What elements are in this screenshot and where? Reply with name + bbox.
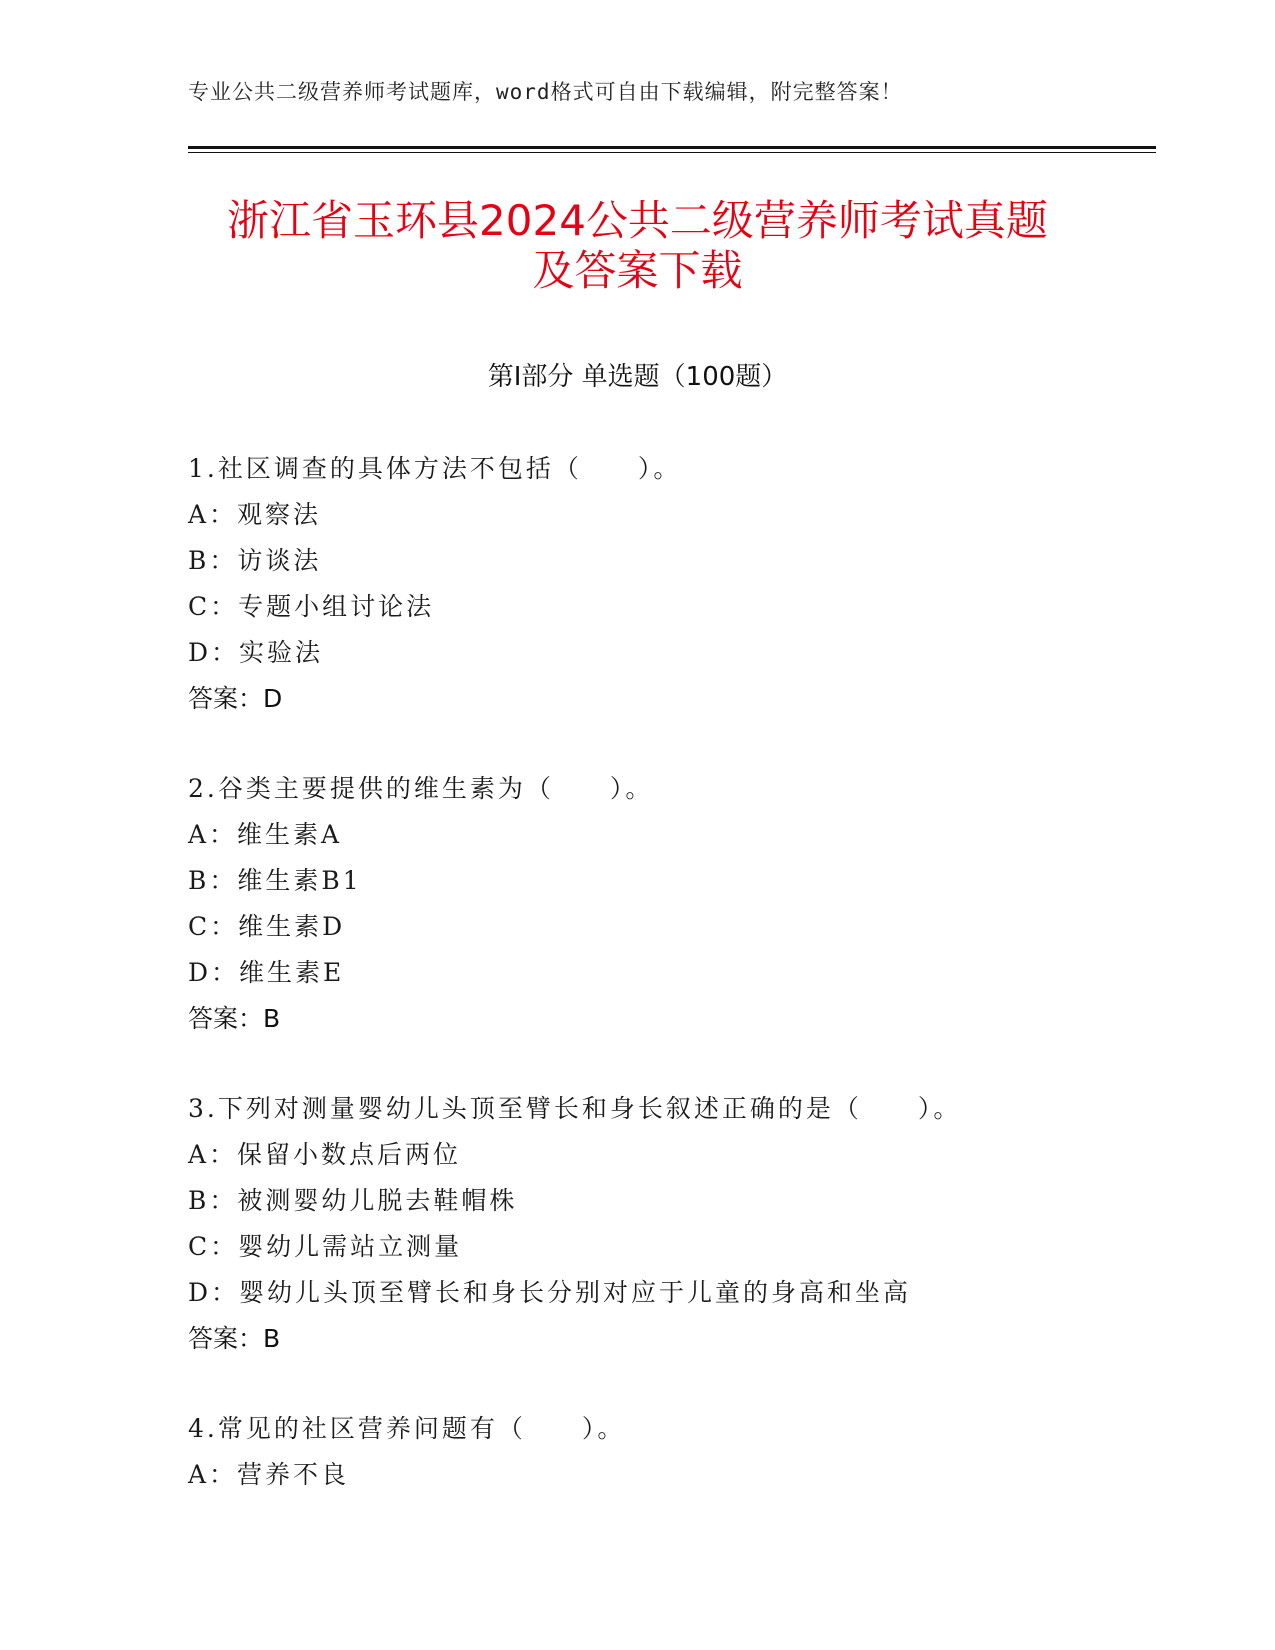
question-4	[188, 1406, 1148, 1498]
question-2	[188, 766, 1148, 1042]
document-title	[150, 196, 1125, 296]
option-b: B：被测婴幼儿脱去鞋帽株	[188, 1186, 518, 1215]
option-b: B：维生素B1	[188, 866, 362, 895]
header-note: 专业公共二级营养师考试题库，word格式可自由下载编辑，附完整答案！	[188, 80, 903, 104]
option-c: C：婴幼儿需站立测量	[188, 1232, 463, 1261]
option-d: D：实验法	[188, 638, 324, 667]
answer: 答案：D	[188, 684, 283, 713]
question-stem: 2.谷类主要提供的维生素为（ ）。	[188, 774, 654, 803]
option-d: D：维生素E	[188, 958, 345, 987]
header-rule-thin	[188, 152, 1156, 153]
option-a: A：营养不良	[188, 1460, 350, 1489]
question-3	[188, 1086, 1148, 1362]
question-list	[188, 446, 1148, 1542]
option-a: A：维生素A	[188, 820, 343, 849]
option-c: C：专题小组讨论法	[188, 592, 435, 621]
question-stem: 4.常见的社区营养问题有（ ）。	[188, 1414, 626, 1443]
option-a: A：保留小数点后两位	[188, 1140, 462, 1169]
question-stem: 1.社区调查的具体方法不包括（ ）。	[188, 454, 682, 483]
document-title-line-2: 及答案下载	[532, 246, 743, 295]
question-stem: 3.下列对测量婴幼儿头顶至臂长和身长叙述正确的是（ ）。	[188, 1094, 962, 1123]
answer: 答案：B	[188, 1324, 281, 1353]
document-title-line-1: 浙江省玉环县2024公共二级营养师考试真题	[227, 196, 1048, 245]
option-d: D：婴幼儿头顶至臂长和身长分别对应于儿童的身高和坐高	[188, 1278, 912, 1307]
option-a: A：观察法	[188, 500, 322, 529]
option-b: B：访谈法	[188, 546, 322, 575]
answer: 答案：B	[188, 1004, 281, 1033]
section-title: 第Ⅰ部分 单选题（100题）	[487, 362, 788, 392]
question-1	[188, 446, 1148, 722]
header-rule-thick	[188, 146, 1156, 149]
option-c: C：维生素D	[188, 912, 346, 941]
